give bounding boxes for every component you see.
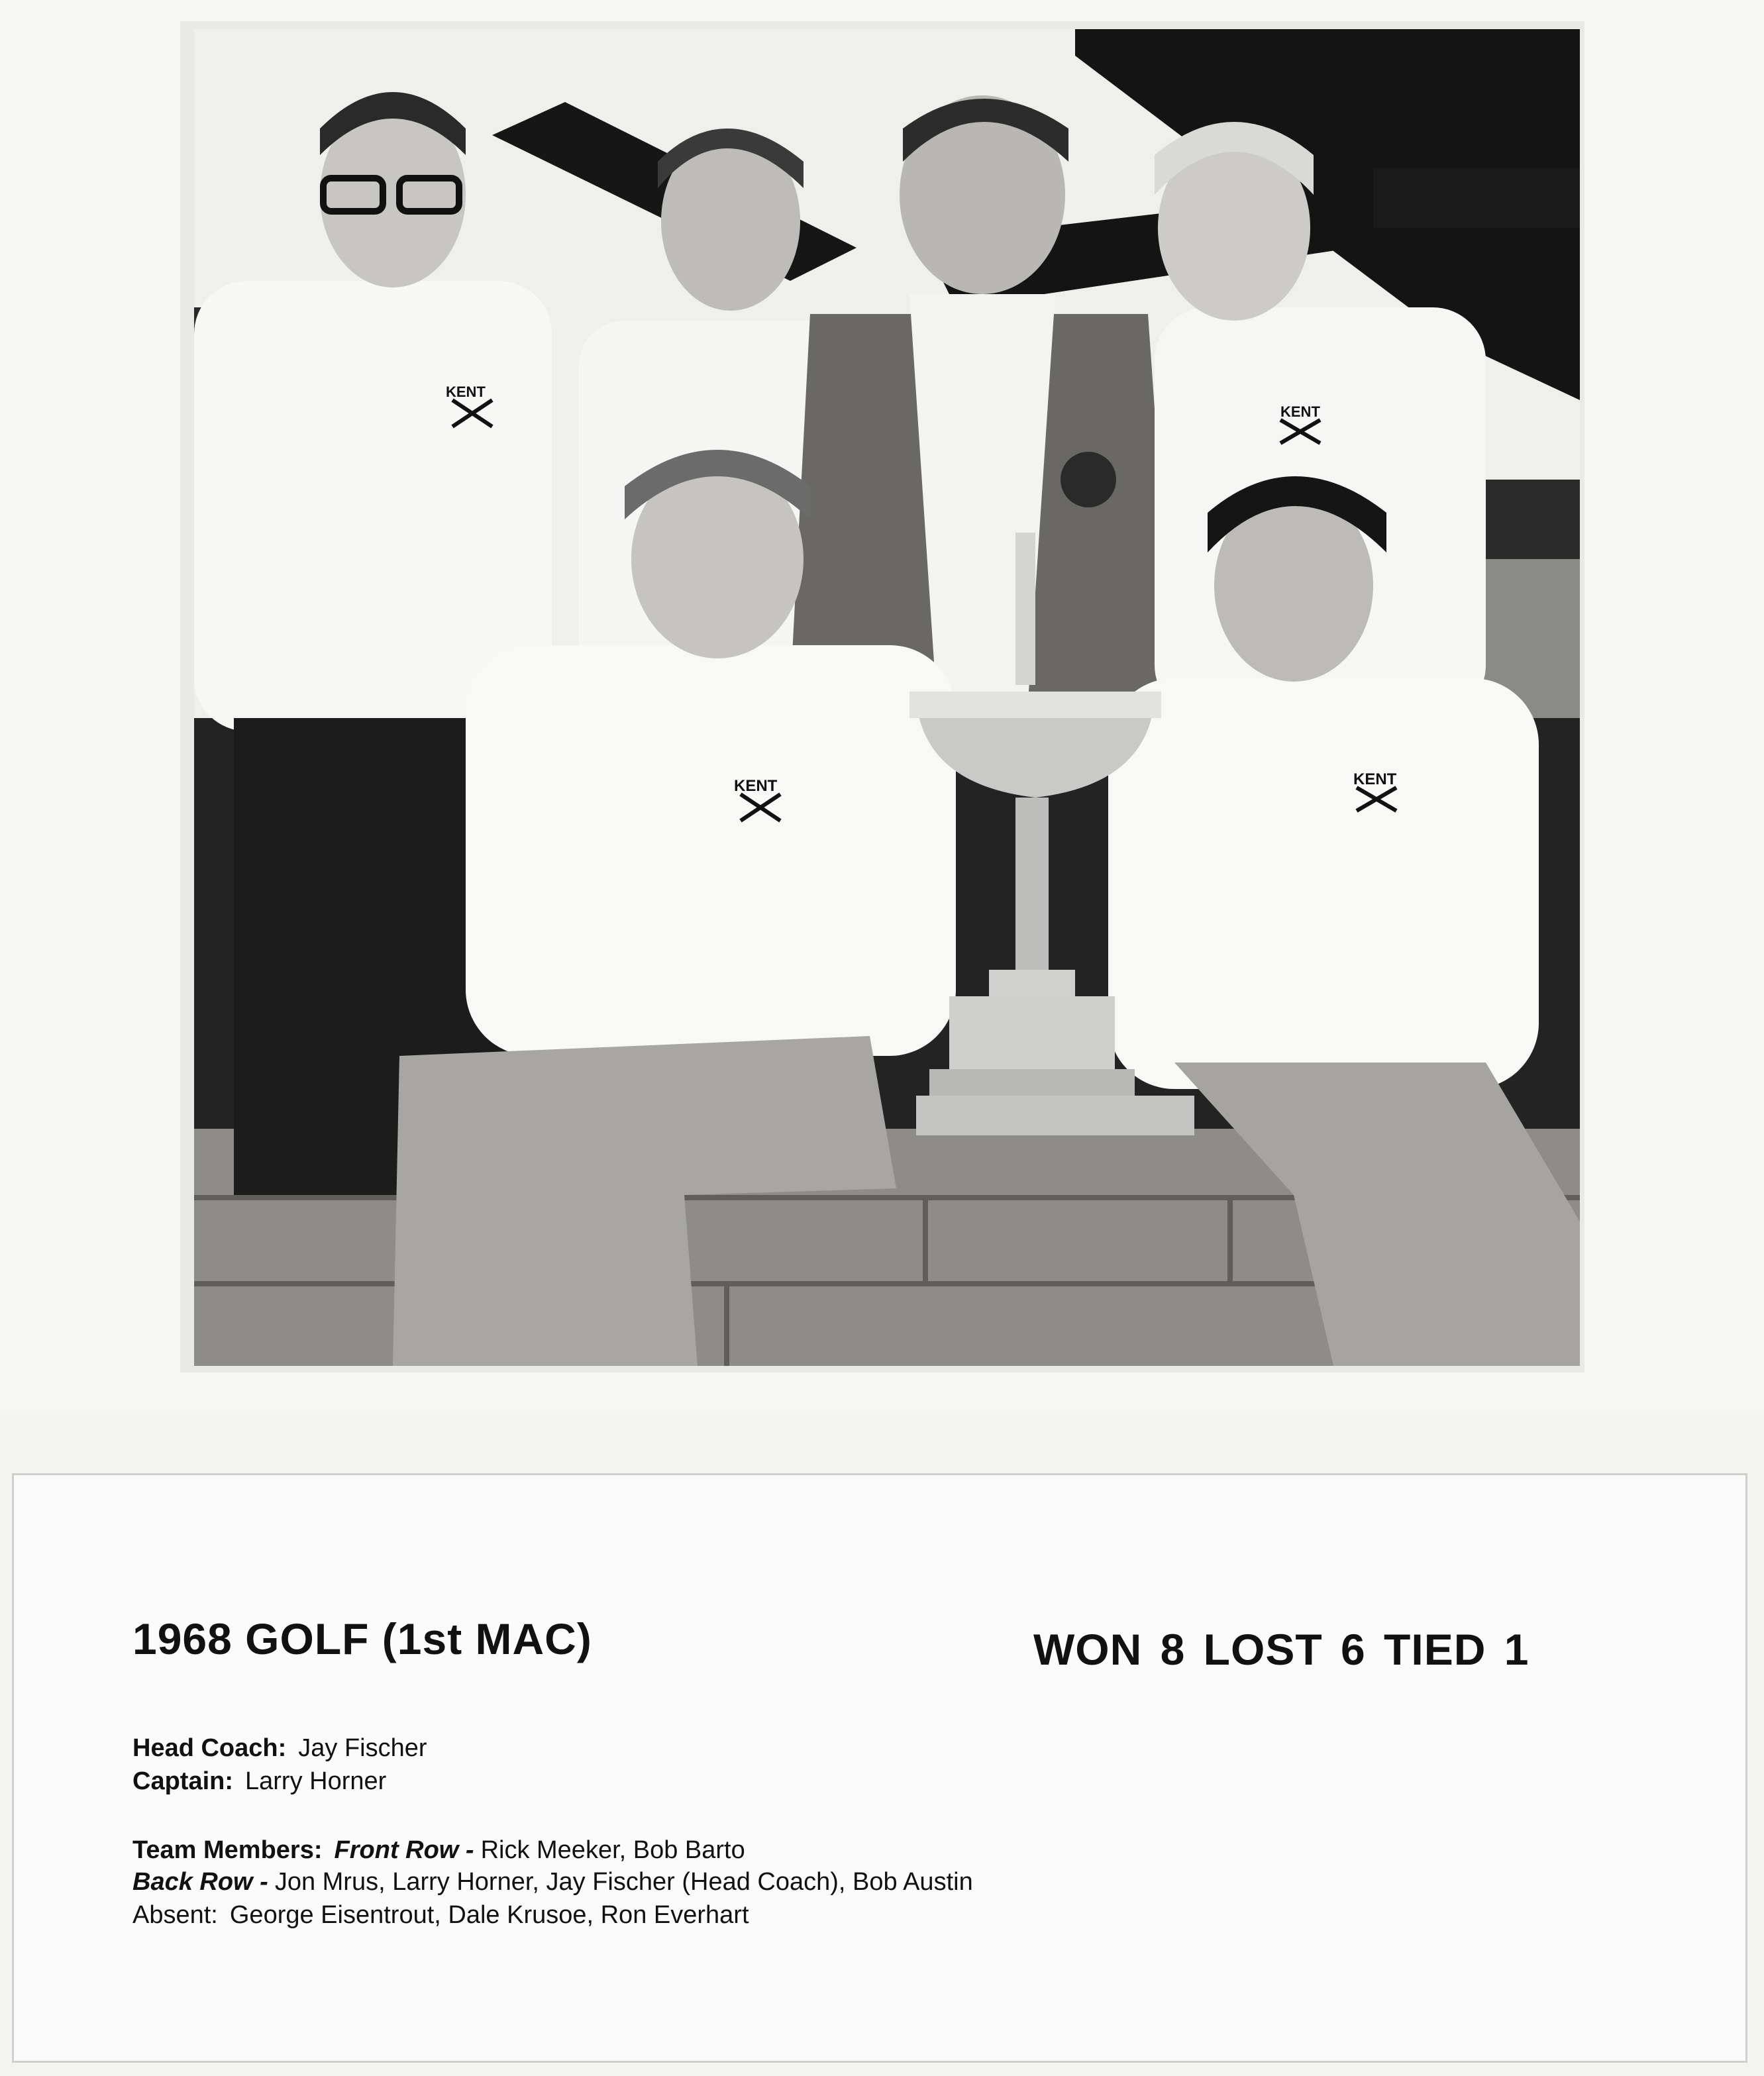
sweater-logo-text: KENT bbox=[734, 777, 778, 795]
sweater-logo-text: KENT bbox=[1280, 403, 1320, 420]
sweater-logo-text: KENT bbox=[446, 384, 486, 400]
absent-names: George Eisentrout, Dale Krusoe, Ron Everhart bbox=[229, 1901, 749, 1929]
head-coach-name: Jay Fischer bbox=[298, 1734, 427, 1762]
absent-label: Absent: bbox=[132, 1901, 218, 1929]
team-members-label: Team Members: bbox=[132, 1836, 323, 1864]
caption-title: 1968 GOLF (1st MAC) bbox=[132, 1614, 592, 1663]
head-coach-line bbox=[132, 1734, 427, 1763]
back-row-names: Jon Mrus, Larry Horner, Jay Fischer (Head Coach), Bob Austin bbox=[274, 1868, 973, 1896]
front-row-names: Rick Meeker, Bob Barto bbox=[480, 1836, 745, 1864]
head-coach-label: Head Coach: bbox=[132, 1734, 287, 1762]
team-photograph bbox=[194, 29, 1580, 1366]
sweater-logo-text: KENT bbox=[1353, 770, 1397, 788]
captain-label: Captain: bbox=[132, 1767, 233, 1795]
captain-line bbox=[132, 1767, 386, 1796]
back-row-line bbox=[132, 1868, 973, 1896]
front-row-label: Front Row - bbox=[334, 1836, 474, 1864]
front-row-line bbox=[132, 1836, 745, 1865]
team-photo-illustration bbox=[194, 29, 1580, 1366]
captain-name: Larry Horner bbox=[245, 1767, 387, 1795]
season-record: WON 8 LOST 6 TIED 1 bbox=[1033, 1625, 1530, 1674]
back-row-label: Back Row - bbox=[132, 1868, 268, 1896]
absent-line bbox=[132, 1901, 749, 1930]
